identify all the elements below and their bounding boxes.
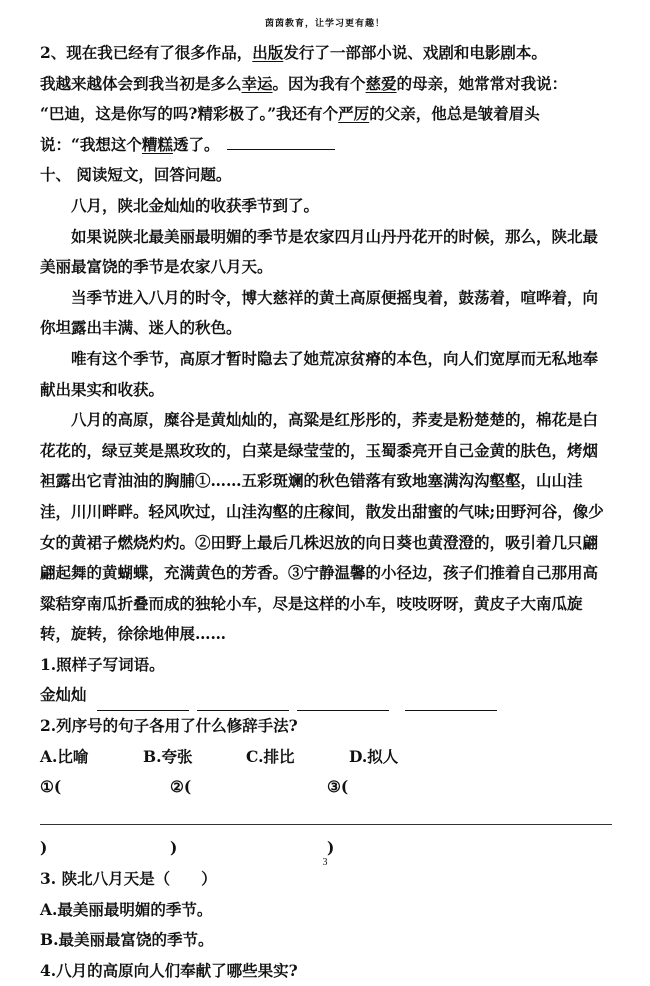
text: 2、现在我已经有了很多作品， [40,43,253,62]
question-3-title: 3. 陕北八月天是（ ） [40,869,217,889]
paren-open: ①( [40,777,62,797]
page-number: 3 [322,857,328,868]
passage-paragraph: 当季节进入八月的时令，博大慈祥的黄土高原便摇曳着，鼓荡着，喧哗着，向你坦露出丰满、迷人的秋色。 [40,287,599,338]
option-d: D.拟人 [349,746,399,766]
question-4-title: 4.八月的高原向人们奉献了哪些果实? [40,960,298,980]
answer-slot-3[interactable] [327,772,467,864]
paren-close: ) [40,838,48,858]
question-1-title: 1.照样子写词语。 [40,654,165,674]
answer-slot-2[interactable] [170,772,327,864]
question-1-row [40,680,612,711]
question-3-option-a: A.最美丽最明媚的季节。 [40,899,213,919]
example-word: 金灿灿 [40,685,87,705]
paren-open: ②( [170,777,192,797]
answer-blank[interactable] [405,695,497,712]
text: 。因为我有个 [272,73,366,93]
text: 我越来越体会到我当初是多么 [40,73,242,93]
question-2-title: 2.列序号的句子各用了什么修辞手法? [40,716,298,736]
text: 发行了一部部小说、戏剧和电影剧本。 [283,43,547,62]
passage-paragraph: 八月，陕北金灿灿的收获季节到了。 [71,195,320,215]
answer-line[interactable] [40,824,612,825]
option-a: A.比喻 [40,746,89,766]
underlined-word: 幸运 [241,73,273,93]
item2-line2 [40,69,612,100]
item2-line4 [40,130,612,161]
text: 透了。 [172,134,220,154]
underlined-word: 糟糕 [141,134,173,154]
answer-blank[interactable] [297,695,389,712]
question-3-option-b: B.最美丽最富饶的季节。 [40,930,214,950]
underlined-word: 慈爱 [365,73,397,93]
paren-close: ) [170,838,178,858]
page-header: 茵茵教育，让学习更有趣！ [264,19,385,29]
question-2-options [40,742,612,773]
option-c: C.排比 [246,746,295,766]
answer-blank[interactable] [227,133,335,150]
worksheet-body [40,38,612,986]
answer-blank[interactable] [197,695,289,712]
text: 的母亲，她常常对我说： [396,73,568,93]
underlined-word: 严厉 [338,104,370,124]
option-b: B.夸张 [143,746,193,766]
section-title: 十、 阅读短文，回答问题。 [40,165,232,185]
answer-slot-1[interactable] [40,772,170,864]
underlined-word: 出版 [252,43,284,62]
text: “巴迪，这是你写的吗?精彩极了。”我还有个 [40,104,339,124]
paren-open: ③( [327,777,349,797]
passage-paragraph: 八月的高原，糜谷是黄灿灿的，高粱是红彤彤的，荞麦是粉楚楚的，棉花是白花花的，绿豆荚是黑玫玫的，白菜是绿莹莹的，玉蜀黍亮开自己金黄的肤色，烤烟袒露出它青油油的胸脯①……五彩斑斓的秋色错落有致地塞满沟沟壑壑，山山洼洼，川川畔畔。轻风吹过，山洼沟壑的庄稼间，散发出甜蜜的气味;田野河谷，像少女的黄裙子燃烧灼灼。②田野上最后几株迟放的向日葵也黄澄澄的，吸引着几只翩翩起舞的黄蝴蝶，充满黄色的芳香。③宁静温馨的小径边，孩子们推着自己那用高粱秸穿南瓜折叠而成的独轮小车，尽是这样的小车，吱吱呀呀，黄皮子大南瓜旋转，旋转，徐徐地伸展…… [40,410,604,644]
text: 说：“我想这个 [40,134,142,154]
item2-line3 [40,99,612,130]
item2-line1 [40,38,612,69]
paren-close: ) [327,838,335,858]
text: 的父亲，他总是皱着眉头 [369,104,540,124]
answer-blank[interactable] [97,695,189,712]
question-2-answers [40,772,612,864]
passage-paragraph: 如果说陕北最美丽最明媚的季节是农家四月山丹丹花开的时候，那么，陕北最美丽最富饶的季节是农家八月天。 [40,226,599,277]
passage-paragraph: 唯有这个季节，高原才暂时隐去了她荒凉贫瘠的本色，向人们宽厚而无私地奉献出果实和收获。 [40,348,599,399]
